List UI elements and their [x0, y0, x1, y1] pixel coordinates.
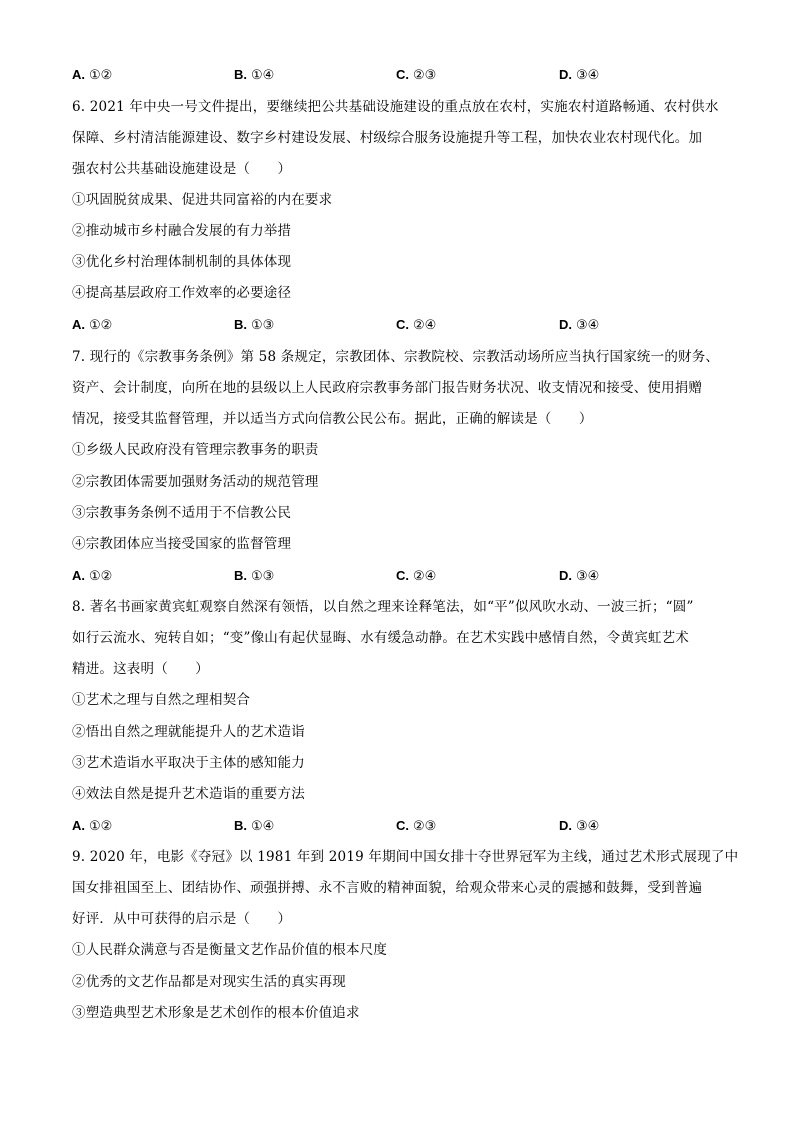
- q7-item-2: ②宗教团体需要加强财务活动的规范管理: [72, 474, 319, 490]
- q5-option-c[interactable]: C. ②③: [396, 67, 437, 83]
- q9-stem-line-1: 9. 2020 年，电影《夺冠》以 1981 年到 2019 年期间中国女排十夺世界冠军为主线，通过艺术形式展现了中: [72, 849, 739, 865]
- q7-option-d[interactable]: D. ③④: [559, 568, 600, 584]
- q6-options: [72, 316, 732, 334]
- q6-option-b[interactable]: B. ①③: [234, 317, 275, 333]
- q5-option-d[interactable]: D. ③④: [559, 67, 600, 83]
- q6-item-3: ③优化乡村治理体制机制的具体体现: [72, 254, 292, 270]
- q6-option-c[interactable]: C. ②④: [396, 317, 437, 333]
- q6-stem-line-3: 强农村公共基础设施建设是（ ）: [72, 161, 292, 177]
- q8-stem-line-3: 精进。这表明（ ）: [72, 661, 209, 677]
- q6-item-1: ①巩固脱贫成果、促进共同富裕的内在要求: [72, 192, 333, 208]
- q8-option-d[interactable]: D. ③④: [559, 818, 600, 834]
- q6-stem-line-1: 6. 2021 年中央一号文件提出，要继续把公共基础设施建设的重点放在农村，实施农村道路畅通、农村供水: [72, 99, 719, 115]
- q7-option-b[interactable]: B. ①③: [234, 568, 275, 584]
- q7-stem-line-2: 资产、会计制度，向所在地的县级以上人民政府宗教事务部门报告财务状况、收支情况和接受、使用捐赠: [72, 380, 703, 396]
- q6-item-2: ②推动城市乡村融合发展的有力举措: [72, 223, 292, 239]
- q5-option-a[interactable]: A. ①②: [72, 67, 113, 83]
- q7-stem-line-1: 7. 现行的《宗教事务条例》第 58 条规定，宗教团体、宗教院校、宗教活动场所应当执行国家统一的财务、: [72, 349, 720, 365]
- q7-option-a[interactable]: A. ①②: [72, 568, 113, 584]
- q8-option-a[interactable]: A. ①②: [72, 818, 113, 834]
- q5-option-b[interactable]: B. ①④: [234, 67, 275, 83]
- q7-option-c[interactable]: C. ②④: [396, 568, 437, 584]
- q7-item-3: ③宗教事务条例不适用于不信教公民: [72, 505, 292, 521]
- q7-item-1: ①乡级人民政府没有管理宗教事务的职责: [72, 442, 319, 458]
- q9-item-2: ②优秀的文艺作品都是对现实生活的真实再现: [72, 974, 346, 990]
- q9-item-3: ③塑造典型艺术形象是艺术创作的根本价值追求: [72, 1005, 360, 1021]
- q8-item-1: ①艺术之理与自然之理相契合: [72, 692, 251, 708]
- q7-stem-line-3: 情况，接受其监督管理，并以适当方式向信教公民公布。据此，正确的解读是（ ）: [72, 411, 593, 427]
- q7-item-4: ④宗教团体应当接受国家的监督管理: [72, 536, 292, 552]
- q9-item-1: ①人民群众满意与否是衡量文艺作品价值的根本尺度: [72, 942, 388, 958]
- q8-stem-line-1: 8. 著名书画家黄宾虹观察自然深有领悟，以自然之理来诠释笔法，如“平”似风吹水动、一波三折；“圆”: [72, 599, 694, 615]
- q8-options: [72, 817, 732, 835]
- q9-stem-line-2: 国女排祖国至上、团结协作、顽强拼搏、永不言败的精神面貌，给观众带来心灵的震撼和鼓舞，受到普遍: [72, 880, 703, 896]
- q8-option-b[interactable]: B. ①④: [234, 818, 275, 834]
- q8-option-c[interactable]: C. ②③: [396, 818, 437, 834]
- q6-option-a[interactable]: A. ①②: [72, 317, 113, 333]
- q7-options: [72, 567, 732, 585]
- q6-option-d[interactable]: D. ③④: [559, 317, 600, 333]
- q9-stem-line-3: 好评．从中可获得的启示是（ ）: [72, 911, 292, 927]
- q6-stem-line-2: 保障、乡村清洁能源建设、数字乡村建设发展、村级综合服务设施提升等工程，加快农业农村现代化。加: [72, 130, 703, 146]
- q8-item-2: ②悟出自然之理就能提升人的艺术造诣: [72, 724, 305, 740]
- q8-item-3: ③艺术造诣水平取决于主体的感知能力: [72, 755, 305, 771]
- q8-stem-line-2: 如行云流水、宛转自如；“变”像山有起伏显晦、水有缓急动静。在艺术实践中感情自然，令黄宾虹艺术: [72, 630, 690, 646]
- q8-item-4: ④效法自然是提升艺术造诣的重要方法: [72, 786, 305, 802]
- q5-options: [72, 66, 732, 84]
- q6-item-4: ④提高基层政府工作效率的必要途径: [72, 285, 292, 301]
